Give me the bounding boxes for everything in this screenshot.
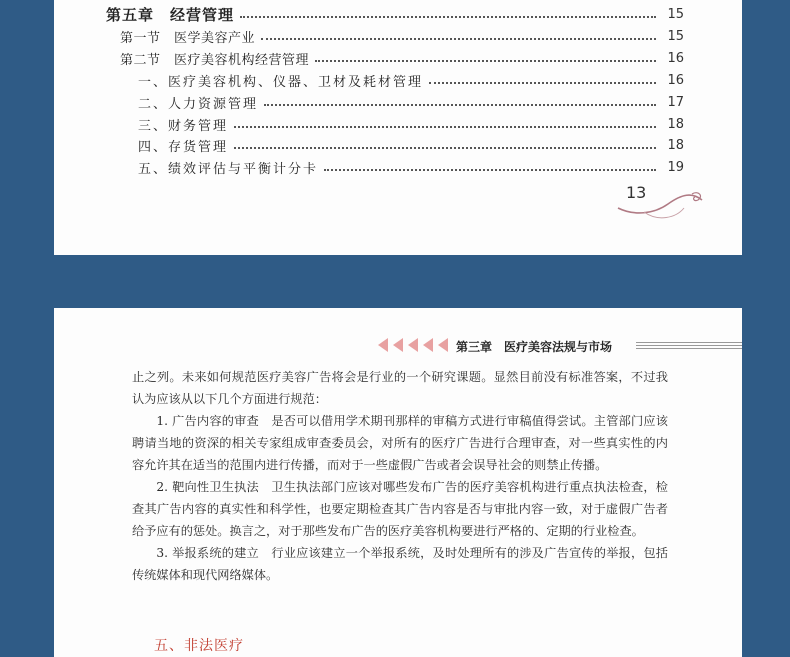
toc-entry-title: 三、财务管理 <box>138 118 229 134</box>
toc-item-row <box>138 91 684 113</box>
toc-entry-title: 一、医疗美容机构、仪器、卫材及耗材管理 <box>138 74 424 90</box>
toc-page-number: 15 <box>667 28 684 44</box>
toc-leader-dots <box>234 147 656 149</box>
toc-page-number: 16 <box>667 50 684 66</box>
excerpt-page <box>54 308 742 657</box>
toc-chapter-row <box>106 3 684 25</box>
header-rule <box>636 342 742 343</box>
paragraph-point-2: 2. 靶向性卫生执法 卫生执法部门应该对哪些发布广告的医疗美容机构进行重点执法检查，检查其广告内容的真实性和科学性，也要定期检查其广告内容是否与审批内容一致，对于虚假广告者给予应有的惩处。换言之，对于那些发布广告的医疗美容机构要进行严格的、定期的行业检查。 <box>132 480 668 538</box>
paragraph-point-3: 3. 举报系统的建立 行业应该建立一个举报系统，及时处理所有的涉及广告宣传的举报，包括传统媒体和现代网络媒体。 <box>132 546 668 582</box>
toc-leader-dots <box>315 60 656 62</box>
toc-page <box>54 0 742 255</box>
toc-item-row <box>138 134 684 156</box>
toc-entry-title: 五、绩效评估与平衡计分卡 <box>138 161 319 177</box>
toc-page-number: 18 <box>667 116 684 132</box>
toc-section-row <box>120 25 684 47</box>
toc-section-row <box>120 47 684 69</box>
toc-entry-title: 第一节 医学美容产业 <box>120 30 256 46</box>
paragraph-intro: 止之列。未来如何规范医疗美容广告将会是行业的一个研究课题。显然目前没有标准答案，不过我认为应该从以下几个方面进行规范： <box>132 370 668 406</box>
running-header: 第三章 医疗美容法规与市场 <box>456 340 613 354</box>
chevron-arrows-icon <box>376 336 456 354</box>
toc-page-number: 18 <box>667 137 684 153</box>
toc-leader-dots <box>261 38 656 40</box>
toc-leader-dots <box>264 104 656 106</box>
toc-leader-dots <box>429 82 656 84</box>
toc-page-number: 17 <box>667 94 684 110</box>
toc-entry-title: 二、人力资源管理 <box>138 96 259 112</box>
header-rule <box>636 345 742 346</box>
page-number: 13 <box>626 183 647 202</box>
toc-item-row <box>138 69 684 91</box>
toc-chapter-title: 第五章 经营管理 <box>106 5 235 24</box>
toc-leader-dots <box>324 169 656 171</box>
section-heading: 五、非法医疗 <box>154 638 244 654</box>
paragraph-point-1: 1. 广告内容的审查 是否可以借用学术期刊那样的审稿方式进行审稿值得尝试。主管部门应该聘请当地的资深的相关专家组成审查委员会，对所有的医疗广告进行合理审查，对一些真实性的内容允许其在适当的范围内进行传播，而对于一些虚假广告或者会误导社会的则禁止传播。 <box>132 414 668 472</box>
toc-leader-dots <box>240 16 656 18</box>
toc-page-number: 15 <box>667 6 684 22</box>
toc-item-row <box>138 113 684 135</box>
toc-page-number: 19 <box>667 159 684 175</box>
toc-item-row <box>138 156 684 178</box>
toc-entry-title: 第二节 医疗美容机构经营管理 <box>120 52 310 68</box>
toc-page-number: 16 <box>667 72 684 88</box>
toc-leader-dots <box>234 126 656 128</box>
header-rule <box>636 348 742 349</box>
body-text <box>132 366 668 586</box>
toc-entry-title: 四、存货管理 <box>138 139 229 155</box>
